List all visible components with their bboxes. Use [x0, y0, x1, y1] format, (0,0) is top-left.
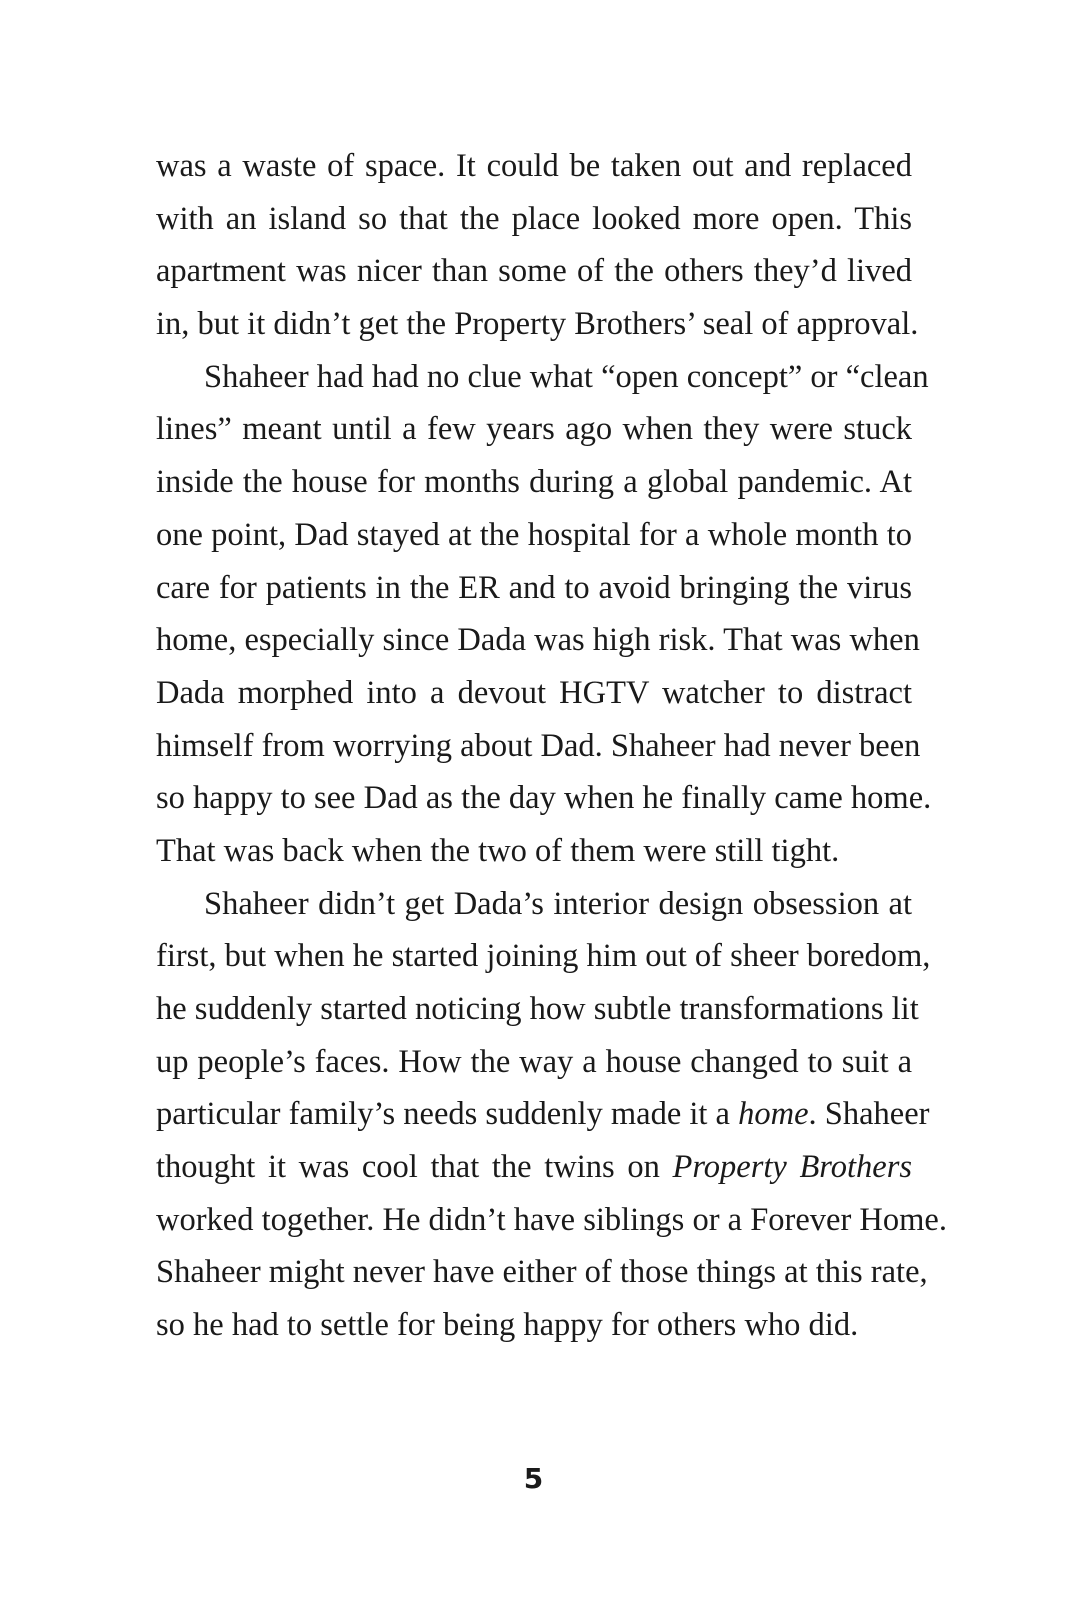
text-line: so happy to see Dad as the day when he finally came home.: [156, 780, 932, 817]
text-line: [156, 1141, 912, 1194]
text-line: he suddenly started noticing how subtle transformations lit: [156, 991, 919, 1027]
text-segment: particular family’s needs suddenly made it a: [156, 1096, 739, 1133]
text-line: home, especially since Dada was high risk. That was when: [156, 622, 920, 659]
text-line: worked together. He didn’t have siblings or a Forever Home.: [156, 1201, 947, 1238]
text-line: apartment was nicer than some of the others they’d lived: [156, 253, 912, 290]
text-line: in, but it didn’t get the Property Brothers’ seal of approval.: [156, 306, 919, 343]
text-line: inside the house for months during a global pandemic. At: [156, 464, 912, 501]
text-line: himself from worrying about Dad. Shaheer had never been: [156, 727, 921, 764]
text-line: That was back when the two of them were still tight.: [156, 832, 840, 869]
body-text: [156, 140, 947, 1352]
text-line: lines” meant until a few years ago when they were stuck: [156, 411, 912, 448]
italic-title: Property Brothers: [672, 1149, 912, 1186]
text-line: was a waste of space. It could be taken out and replaced: [156, 148, 912, 184]
text-line: up people’s faces. How the way a house changed to suit a: [156, 1043, 912, 1080]
text-line: so he had to settle for being happy for others who did.: [156, 1307, 859, 1344]
text-segment: . Shaheer: [808, 1096, 930, 1133]
italic-word: home: [738, 1096, 809, 1133]
text-line: Dada morphed into a devout HGTV watcher to distract: [156, 674, 912, 711]
page-number: 5: [523, 1462, 544, 1495]
text-line: Shaheer might never have either of those things at this rate,: [156, 1254, 928, 1291]
text-line: [156, 1088, 930, 1141]
text-segment: thought it was cool that the twins on: [156, 1149, 673, 1186]
text-line: Shaheer had had no clue what “open concept” or “clean: [204, 358, 929, 395]
text-line: first, but when he started joining him out of sheer boredom,: [156, 938, 931, 975]
text-line: one point, Dad stayed at the hospital for a whole month to: [156, 516, 912, 553]
text-line: Shaheer didn’t get Dada’s interior design obsession at: [204, 885, 912, 922]
text-line: care for patients in the ER and to avoid bringing the virus: [156, 569, 912, 606]
text-line: with an island so that the place looked more open. This: [156, 200, 912, 237]
